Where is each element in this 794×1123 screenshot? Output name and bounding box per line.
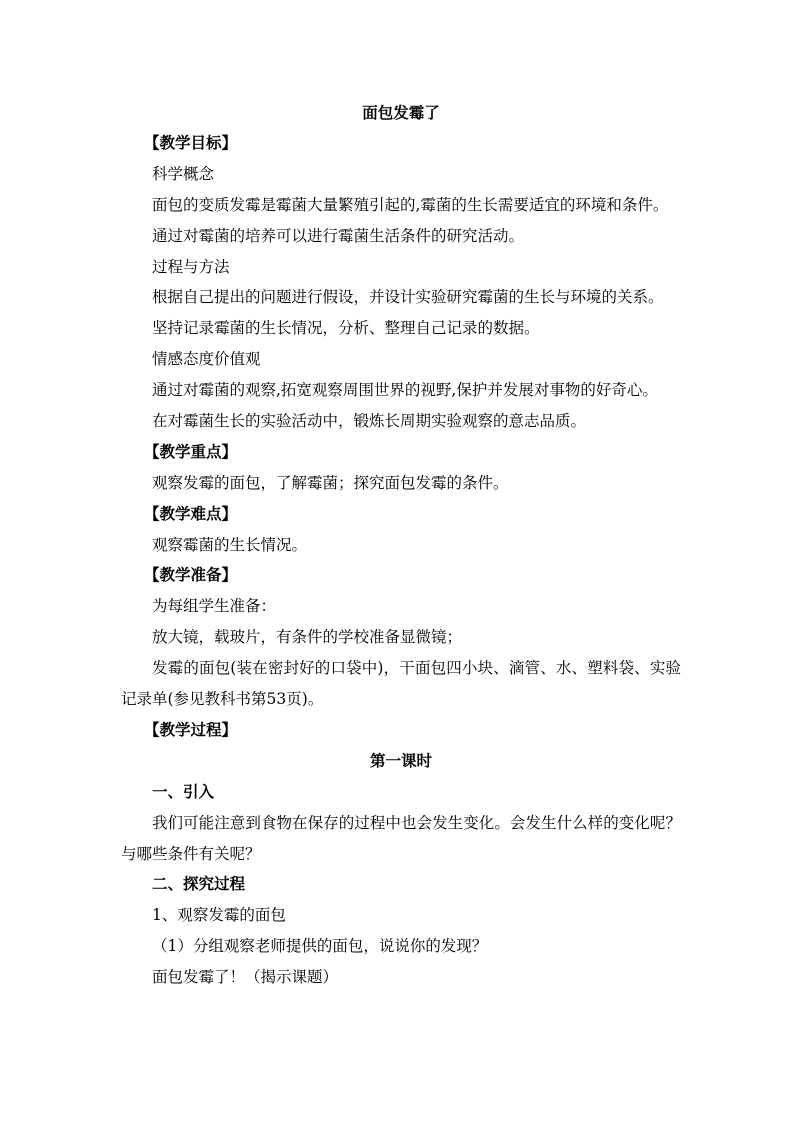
key-points-line-1: 观察发霉的面包，了解霉菌；探究面包发霉的条件。 — [152, 473, 509, 492]
key-points-heading: 【教学重点】 — [144, 441, 238, 461]
attitude-line-2: 在对霉菌生长的实验活动中，锻炼长周期实验观察的意志品质。 — [152, 412, 587, 431]
process-method-line-1: 根据自己提出的问题进行假设，并设计实验研究霉菌的生长与环境的关系。 — [152, 288, 664, 307]
process-method-line-2: 坚持记录霉菌的生长情况，分析、整理自己记录的数据。 — [152, 319, 540, 338]
science-concept-line-2: 通过对霉菌的培养可以进行霉菌生活条件的研究活动。 — [152, 226, 525, 245]
explore-heading: 二、探究过程 — [152, 874, 246, 894]
explore-line-2: （1）分组观察老师提供的面包，说说你的发现？ — [152, 937, 488, 956]
objectives-heading: 【教学目标】 — [144, 133, 238, 152]
intro-heading: 一、引入 — [152, 781, 215, 801]
attitude-label: 情感态度价值观 — [152, 350, 261, 369]
process-heading: 【教学过程】 — [144, 719, 238, 739]
preparation-line-1: 为每组学生准备： — [152, 597, 277, 616]
attitude-line-1: 通过对霉菌的观察,拓宽观察周围世界的视野,保护并发展对事物的好奇心。 — [152, 381, 658, 400]
science-concept-line-1: 面包的变质发霉是霉菌大量繁殖引起的,霉菌的生长需要适宜的环境和条件。 — [152, 195, 669, 214]
lesson-title: 第一课时 — [369, 750, 432, 770]
difficulty-line-1: 观察霉菌的生长情况。 — [152, 535, 308, 554]
process-method-label: 过程与方法 — [152, 257, 230, 276]
explore-line-1: 1、观察发霉的面包 — [152, 906, 286, 925]
difficulty-heading: 【教学难点】 — [144, 503, 238, 523]
document-title: 面包发霉了 — [362, 103, 440, 122]
explore-line-3: 面包发霉了！（揭示课题） — [152, 968, 339, 987]
science-concept-label: 科学概念 — [152, 164, 215, 183]
preparation-line-3: 发霉的面包(装在密封好的口袋中)，干面包四小块、滴管、水、塑料袋、实验记录单(参见教科书第53页)。 — [121, 659, 681, 709]
document-body — [121, 98, 681, 993]
preparation-line-2: 放大镜，载玻片，有条件的学校准备显微镜； — [152, 628, 463, 647]
intro-line-1: 我们可能注意到食物在保存的过程中也会发生变化。会发生什么样的变化呢？与哪些条件有关呢？ — [121, 813, 681, 863]
preparation-heading: 【教学准备】 — [144, 565, 238, 585]
